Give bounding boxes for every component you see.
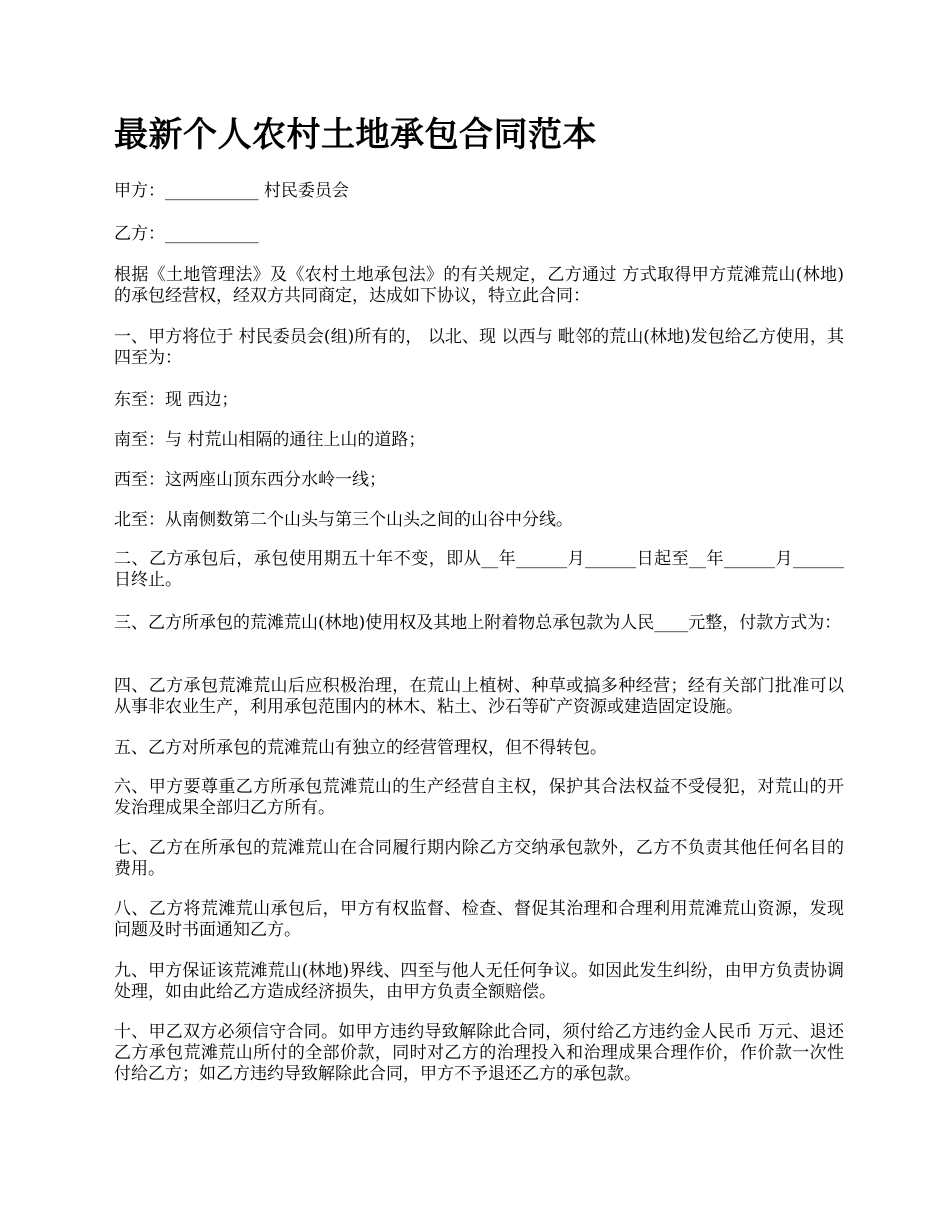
- clause-7: 七、乙方在所承包的荒滩荒山在合同履行期内除乙方交纳承包款外，乙方不负责其他任何名目的费用。: [114, 838, 844, 879]
- boundary-east: 东至：现 西边；: [114, 390, 239, 410]
- party-b-line: 乙方：___________: [114, 224, 259, 244]
- boundary-north: 北至：从南侧数第二个山头与第三个山头之间的山谷中分线。: [114, 510, 573, 530]
- clause-10: 十、甲乙双方必须信守合同。如甲方违约导致解除此合同，须付给乙方违约金人民币 万元、退还乙方承包荒滩荒山所付的全部价款，同时对乙方的治理投入和治理成果合理作价，作价款一次性付给乙方；如乙方违约导致解除此合同，甲方不予退还乙方的承包款。: [114, 1022, 844, 1084]
- party-a-line: 甲方：___________ 村民委员会: [114, 181, 349, 201]
- boundary-south: 南至：与 村荒山相隔的通往上山的道路；: [114, 430, 426, 450]
- clause-9: 九、甲方保证该荒滩荒山(林地)界线、四至与他人无任何争议。如因此发生纠纷，由甲方负责协调处理，如由此给乙方造成经济损失，由甲方负责全额赔偿。: [114, 961, 844, 1002]
- document-title: 最新个人农村土地承包合同范本: [114, 115, 597, 155]
- clause-6: 六、甲方要尊重乙方所承包荒滩荒山的生产经营自主权，保护其合法权益不受侵犯，对荒山的开发治理成果全部归乙方所有。: [114, 777, 844, 818]
- clause-8: 八、乙方将荒滩荒山承包后，甲方有权监督、检查、督促其治理和合理利用荒滩荒山资源，发现问题及时书面通知乙方。: [114, 899, 844, 940]
- clause-2: 二、乙方承包后，承包使用期五十年不变，即从__年______月______日起至__年______月______日终止。: [114, 549, 844, 590]
- clause-4: 四、乙方承包荒滩荒山后应积极治理，在荒山上植树、种草或搞多种经营；经有关部门批准可以从事非农业生产，利用承包范围内的林木、粘土、沙石等矿产资源或建造固定设施。: [114, 676, 844, 717]
- boundary-west: 西至：这两座山顶东西分水岭一线；: [114, 470, 386, 490]
- clause-3: 三、乙方所承包的荒滩荒山(林地)使用权及其地上附着物总承包款为人民____元整，付款方式为：: [114, 613, 842, 633]
- preamble-paragraph: 根据《土地管理法》及《农村土地承包法》的有关规定，乙方通过 方式取得甲方荒滩荒山(林地)的承包经营权，经双方共同商定，达成如下协议，特立此合同：: [114, 265, 844, 306]
- clause-1: 一、甲方将位于 村民委员会(组)所有的， 以北、现 以西与 毗邻的荒山(林地)发包给乙方使用，其四至为：: [114, 327, 844, 368]
- clause-5: 五、乙方对所承包的荒滩荒山有独立的经营管理权，但不得转包。: [114, 738, 607, 758]
